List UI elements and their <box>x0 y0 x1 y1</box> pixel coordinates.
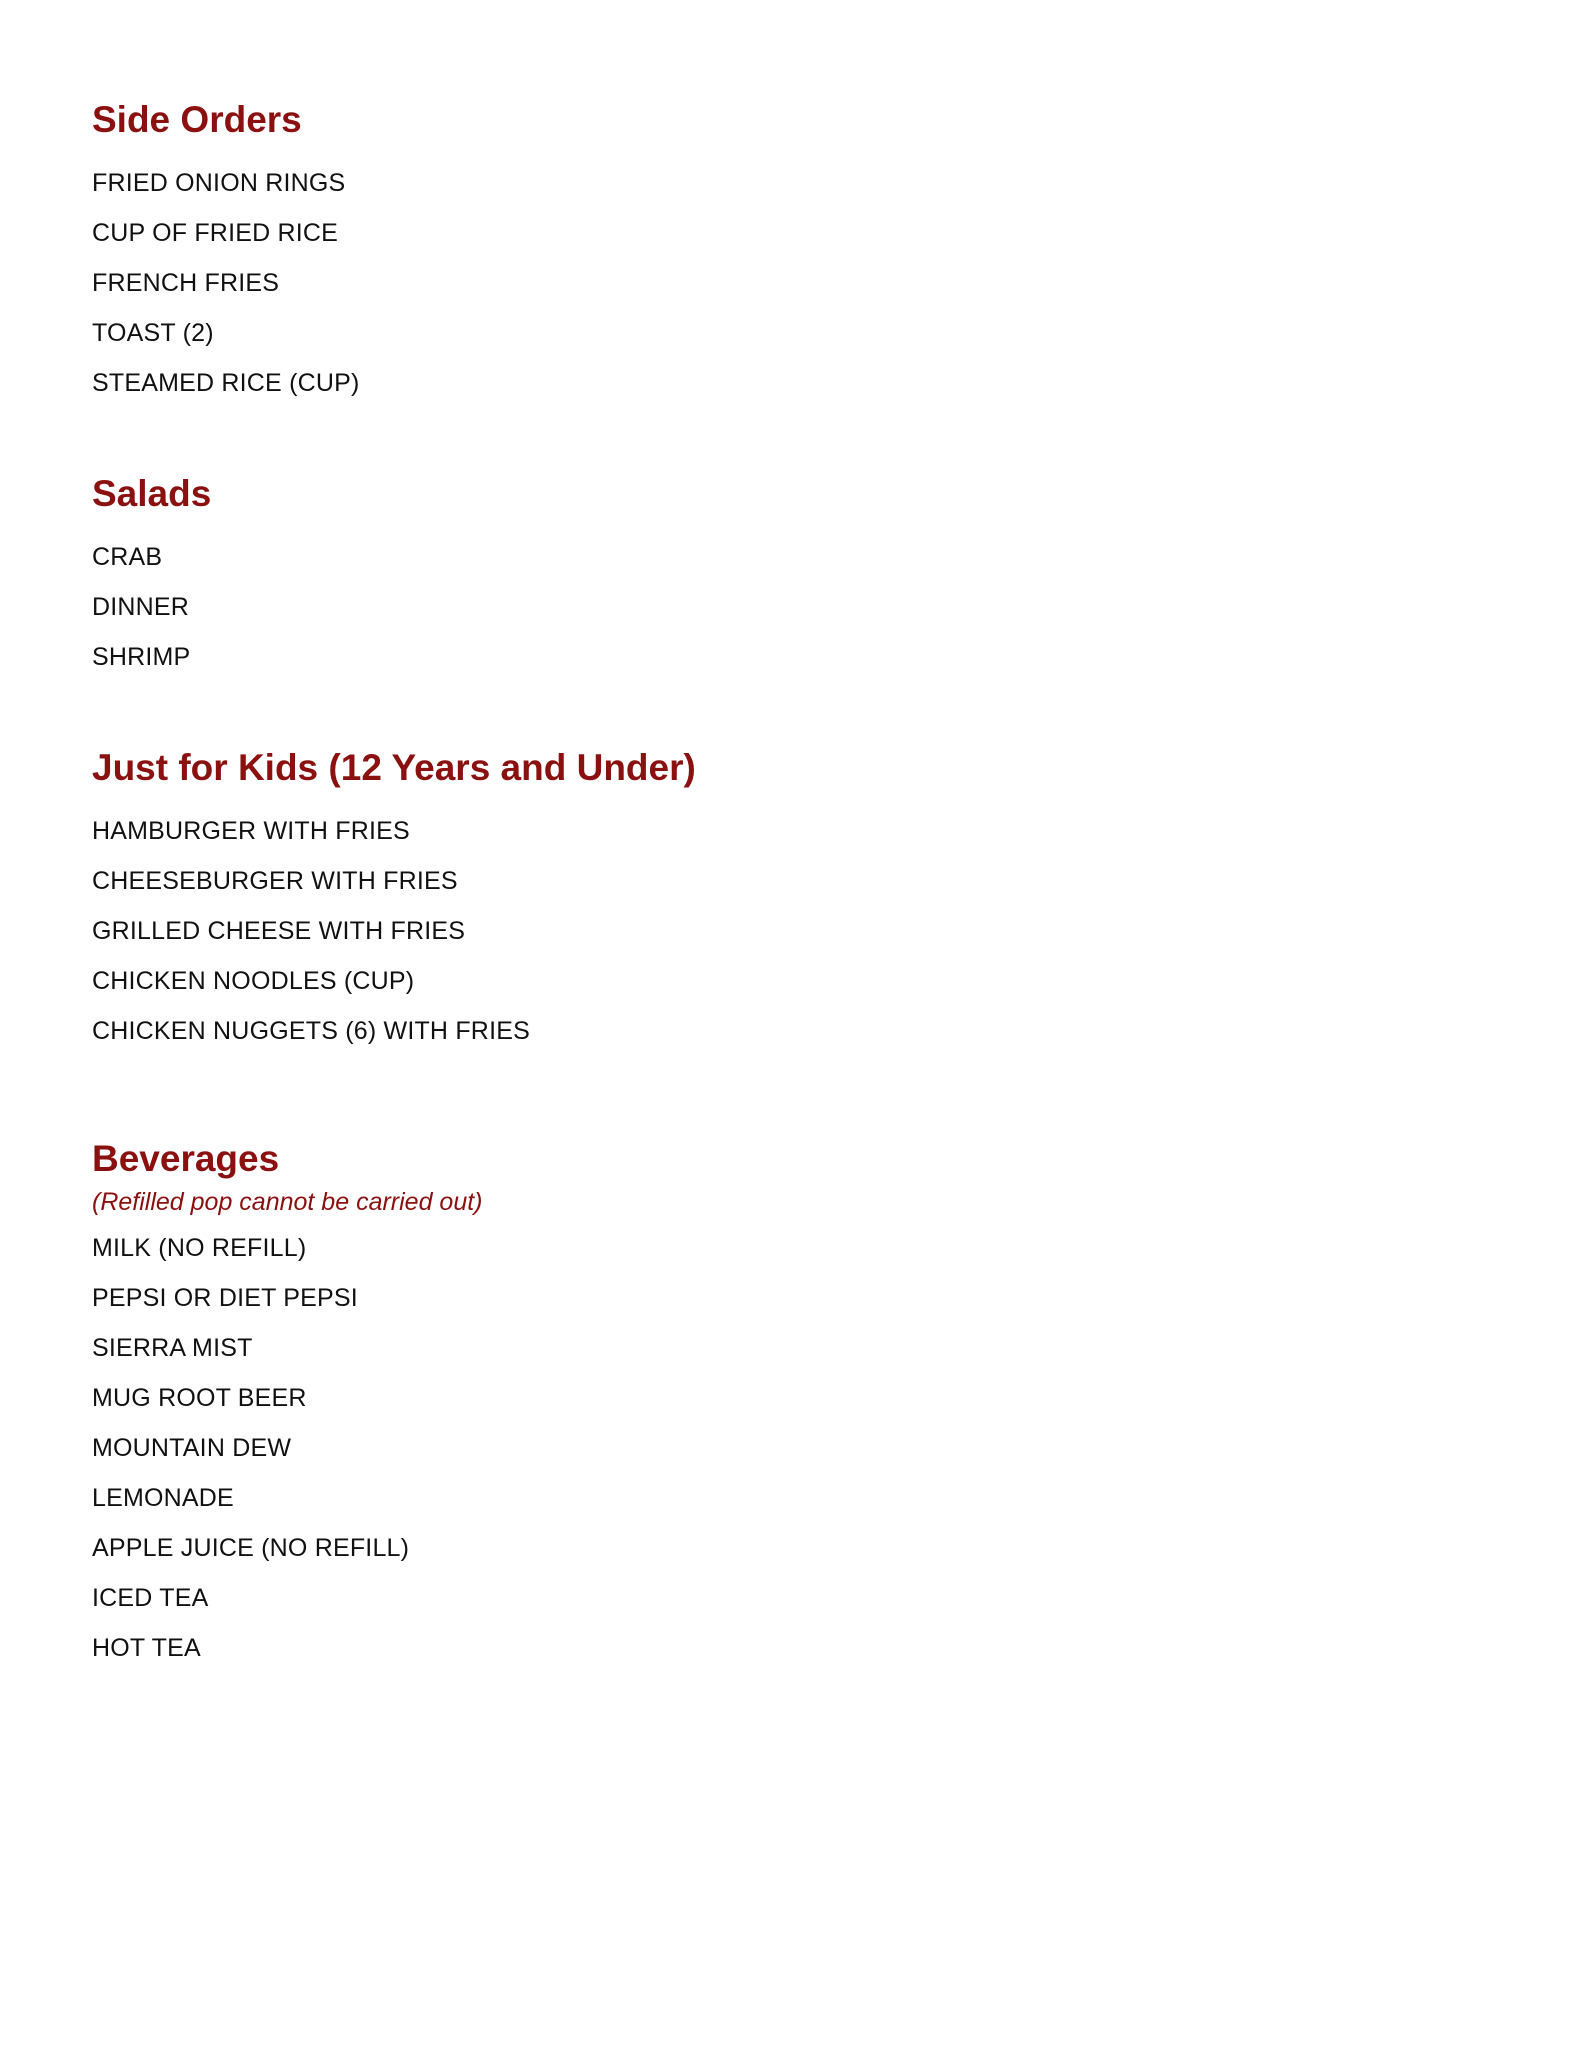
menu-item: HAMBURGER WITH FRIES <box>92 817 410 845</box>
menu-item: CUP OF FRIED RICE <box>92 219 339 247</box>
menu-item: MOUNTAIN DEW <box>92 1434 292 1462</box>
side-orders-list <box>92 158 1192 408</box>
section-kids-menu <box>92 744 1192 1056</box>
salads-list <box>92 532 1192 682</box>
menu-item: LEMONADE <box>92 1484 234 1512</box>
menu-item: SHRIMP <box>92 643 191 671</box>
section-side-orders <box>92 96 1192 408</box>
beverages-note: (Refilled pop cannot be carried out) <box>92 1188 483 1216</box>
menu-item: MUG ROOT BEER <box>92 1384 307 1412</box>
menu-item: PEPSI OR DIET PEPSI <box>92 1284 358 1312</box>
section-heading-beverages: Beverages <box>92 1138 280 1179</box>
beverages-list <box>92 1223 1192 1673</box>
menu-item: CHICKEN NUGGETS (6) WITH FRIES <box>92 1017 530 1045</box>
menu-item: STEAMED RICE (CUP) <box>92 369 360 397</box>
menu-item: CHICKEN NOODLES (CUP) <box>92 967 415 995</box>
section-heading-side-orders: Side Orders <box>92 99 302 140</box>
section-salads <box>92 470 1192 682</box>
menu-content <box>92 96 1192 1673</box>
section-heading-kids: Just for Kids (12 Years and Under) <box>92 747 696 788</box>
menu-item: FRIED ONION RINGS <box>92 169 346 197</box>
section-beverages <box>92 1135 1192 1673</box>
menu-item: SIERRA MIST <box>92 1334 253 1362</box>
menu-item: HOT TEA <box>92 1634 201 1662</box>
menu-item: MILK (NO REFILL) <box>92 1234 307 1262</box>
menu-item: CHEESEBURGER WITH FRIES <box>92 867 458 895</box>
menu-item: CRAB <box>92 543 163 571</box>
menu-item: APPLE JUICE (NO REFILL) <box>92 1534 410 1562</box>
menu-item: ICED TEA <box>92 1584 209 1612</box>
kids-list <box>92 806 1192 1056</box>
menu-item: GRILLED CHEESE WITH FRIES <box>92 917 466 945</box>
menu-item: TOAST (2) <box>92 319 214 347</box>
menu-item: DINNER <box>92 593 190 621</box>
section-heading-salads: Salads <box>92 473 212 514</box>
menu-item: FRENCH FRIES <box>92 269 280 297</box>
